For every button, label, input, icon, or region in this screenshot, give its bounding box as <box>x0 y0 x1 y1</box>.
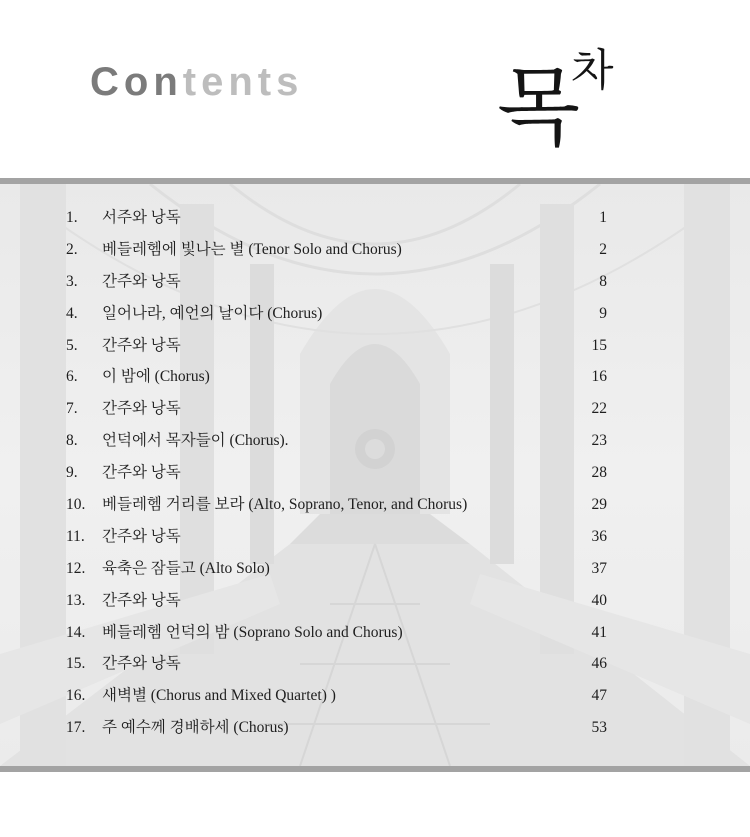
toc-number: 5. <box>66 336 78 354</box>
toc-entry-3[interactable] <box>0 269 750 301</box>
toc-title: 간주와 낭독 <box>102 655 181 673</box>
toc-title: 간주와 낭독 <box>102 336 181 354</box>
toc-entry-17[interactable] <box>0 715 750 747</box>
bottom-divider-band <box>0 766 750 772</box>
toc-page-number: 1 <box>599 209 607 226</box>
toc-page-number: 47 <box>591 687 607 705</box>
toc-page-number: 40 <box>591 591 607 609</box>
toc-page-number: 15 <box>591 336 607 354</box>
toc-title: 간주와 낭독 <box>102 400 181 418</box>
toc-entry-12[interactable] <box>0 556 750 588</box>
english-title-dark-part: Con <box>90 60 183 104</box>
toc-number: 14. <box>66 623 86 641</box>
korean-title-main: 목 <box>497 58 581 158</box>
toc-title: 언덕에서 목자들이 (Chorus). <box>102 432 289 450</box>
toc-page-number: 2 <box>599 240 607 258</box>
toc-entry-7[interactable] <box>0 396 750 428</box>
toc-entry-9[interactable] <box>0 460 750 492</box>
toc-entry-8[interactable] <box>0 428 750 460</box>
english-title <box>90 58 303 106</box>
toc-title: 일어나라, 예언의 날이다 (Chorus) <box>102 304 323 322</box>
toc-number: 15. <box>66 655 86 673</box>
toc-number: 2. <box>66 240 78 258</box>
toc-page-number: 23 <box>591 432 607 450</box>
toc-entry-11[interactable] <box>0 524 750 556</box>
toc-number: 9. <box>66 464 78 482</box>
toc-entry-5[interactable] <box>0 333 750 365</box>
toc-page-number: 37 <box>591 559 607 577</box>
toc-number: 10. <box>66 496 86 514</box>
toc-title: 간주와 낭독 <box>102 464 181 482</box>
toc-entry-1[interactable] <box>0 205 750 237</box>
toc-title: 간주와 낭독 <box>102 272 181 290</box>
toc-page-number: 8 <box>599 272 607 290</box>
toc-title: 주 예수께 경배하세 (Chorus) <box>102 719 289 737</box>
toc-page-number: 46 <box>591 655 607 673</box>
toc-entry-15[interactable] <box>0 651 750 683</box>
toc-entry-10[interactable] <box>0 492 750 524</box>
toc-number: 17. <box>66 719 86 737</box>
toc-title: 새벽별 (Chorus and Mixed Quartet) ) <box>102 687 336 705</box>
toc-page-number: 16 <box>591 368 607 386</box>
toc-title: 육축은 잠들고 (Alto Solo) <box>102 559 270 577</box>
toc-number: 7. <box>66 400 78 418</box>
toc-number: 16. <box>66 687 86 705</box>
toc-entry-4[interactable] <box>0 301 750 333</box>
toc-number: 11. <box>66 527 85 545</box>
toc-title: 이 밤에 (Chorus) <box>102 368 210 386</box>
korean-title-sub: 차 <box>571 45 614 96</box>
toc-page-number: 29 <box>591 496 607 514</box>
toc-number: 8. <box>66 432 78 450</box>
toc-title: 베들레헴 거리를 보라 (Alto, Soprano, Tenor, and Chorus) <box>102 496 468 514</box>
toc-page-number: 28 <box>591 464 607 482</box>
toc-number: 3. <box>66 272 78 290</box>
toc-number: 6. <box>66 368 78 386</box>
toc-title: 베들레헴에 빛나는 별 (Tenor Solo and Chorus) <box>102 240 402 258</box>
toc-number: 12. <box>66 559 86 577</box>
toc-title: 베들레헴 언덕의 밤 (Soprano Solo and Chorus) <box>102 623 403 641</box>
toc-entry-2[interactable] <box>0 237 750 269</box>
toc-title: 서주와 낭독 <box>102 209 181 226</box>
toc-title: 간주와 낭독 <box>102 591 181 609</box>
toc-number: 13. <box>66 591 86 609</box>
toc-entry-14[interactable] <box>0 620 750 652</box>
english-title-light-part: tents <box>182 60 304 104</box>
toc-page-number: 36 <box>591 527 607 545</box>
toc-page-number: 9 <box>599 304 607 322</box>
toc-entry-6[interactable] <box>0 364 750 396</box>
toc-page-number: 22 <box>591 400 607 418</box>
toc-entry-13[interactable] <box>0 588 750 620</box>
table-of-contents <box>0 205 750 747</box>
toc-title: 간주와 낭독 <box>102 527 181 545</box>
toc-page-number: 53 <box>591 719 607 737</box>
toc-entry-16[interactable] <box>0 683 750 715</box>
toc-number: 4. <box>66 304 78 322</box>
toc-page-number: 41 <box>591 623 607 641</box>
toc-number: 1. <box>66 209 78 226</box>
